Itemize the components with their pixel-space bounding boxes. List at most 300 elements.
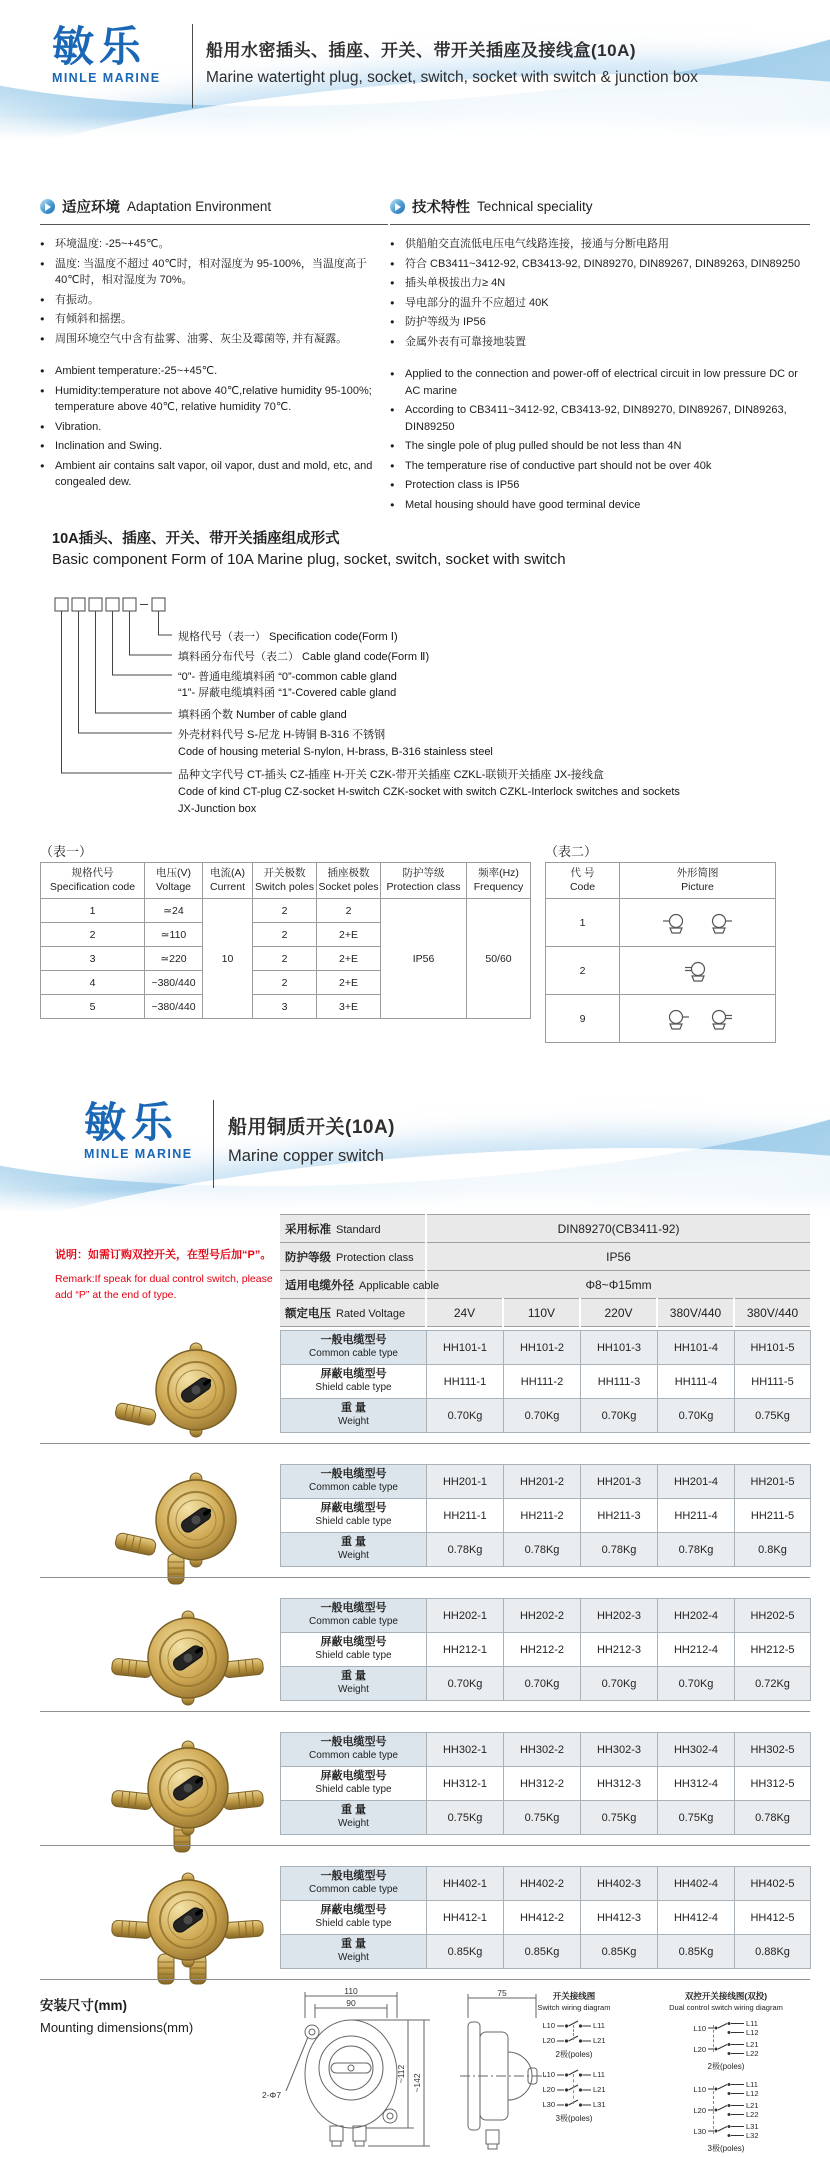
bullet-list-cn	[40, 236, 388, 347]
list-item: ● 插头单极拔出力≥ 4N	[390, 275, 810, 292]
heading-en: Technical speciality	[477, 199, 593, 214]
cell: 0.85Kg	[427, 1935, 504, 1969]
cell: HH412-1	[427, 1901, 504, 1935]
cell: 0.88Kg	[735, 1935, 811, 1969]
poles-caption: 3极(poles)	[555, 2114, 593, 2123]
col-header: 防护等级 Protection class	[381, 863, 467, 899]
cell: ≃110	[145, 923, 203, 947]
gland-right-double-icon	[706, 1008, 732, 1030]
row-label: 额定电压 Rated Voltage	[280, 1299, 426, 1327]
cell: HH312-2	[504, 1767, 581, 1801]
table-row	[281, 1733, 811, 1767]
gland-code-table	[545, 862, 776, 1043]
product-photo-hh402	[100, 1870, 275, 1988]
list-item: ● 金属外表有可靠接地装置	[390, 334, 810, 351]
cell: 0.70Kg	[581, 1667, 658, 1701]
row-label: 一般电缆型号 Common cable type	[281, 1733, 427, 1767]
col-header: 代 号 Code	[546, 863, 620, 899]
mounting-title	[40, 1994, 193, 2035]
table-row	[281, 1331, 811, 1365]
cell: HH101-5	[735, 1331, 811, 1365]
list-item: ● Metal housing should have good terminal device	[390, 497, 810, 514]
table-row	[546, 947, 776, 995]
cell: 2	[253, 899, 317, 923]
page-title-cn: 船用水密插头、插座、开关、带开关插座及接线盒(10A)	[206, 41, 637, 60]
cell: HH302-2	[504, 1733, 581, 1767]
row-label: 重 量 Weight	[281, 1801, 427, 1835]
row-label: 屏蔽电缆型号 Shield cable type	[281, 1365, 427, 1399]
cell: HH211-4	[658, 1499, 735, 1533]
cell: 0.85Kg	[504, 1935, 581, 1969]
cell: HH101-4	[658, 1331, 735, 1365]
dual-contact-icon	[708, 2040, 744, 2058]
header-row	[41, 863, 531, 899]
table-row	[281, 1599, 811, 1633]
heading-cn: 适应环境	[62, 200, 120, 216]
wiring-diagram-3pole	[514, 2068, 634, 2110]
table-row	[281, 1499, 811, 1533]
list-item: ● Humidity:temperature not above 40℃,relative humidity 95-100%; temperature above 40℃, relative humidity 70℃.	[40, 383, 388, 416]
section-title-cn: 船用铜质开关(10A)	[228, 1117, 396, 1138]
dual-contact-icon	[708, 2101, 744, 2119]
col-header: 插座极数 Socket poles	[317, 863, 381, 899]
logo-minle: MINLE	[52, 71, 98, 85]
wiring-row: L20 L21 L22	[693, 2040, 759, 2058]
page-title	[206, 36, 698, 87]
cell: HH111-2	[504, 1365, 581, 1399]
cell: HH412-2	[504, 1901, 581, 1935]
heading-en: Adaptation Environment	[127, 199, 272, 214]
cell: 2+E	[317, 923, 381, 947]
wiring-row: L10 L11 L12	[693, 2080, 759, 2098]
row-label: 屏蔽电缆型号 Shield cable type	[281, 1901, 427, 1935]
row-label: 屏蔽电缆型号 Shield cable type	[281, 1633, 427, 1667]
section-title-en: Marine copper switch	[228, 1147, 384, 1165]
component-form-title-en: Basic component Form of 10A Marine plug, socket, switch, socket with switch	[52, 551, 566, 568]
section-divider	[40, 1979, 810, 1980]
row-label: 重 量 Weight	[281, 1399, 427, 1433]
mounting-title-en: Mounting dimensions(mm)	[40, 2020, 194, 2035]
cell: HH211-5	[735, 1499, 811, 1533]
list-item: ● Ambient air contains salt vapor, oil vapor, dust and mold, etc, and congealed dew.	[40, 458, 388, 491]
bullet-list-en	[40, 363, 388, 491]
cell: HH412-4	[658, 1901, 735, 1935]
gland-right-icon	[706, 912, 732, 934]
cell: ~380/440	[145, 971, 203, 995]
table-row	[281, 1399, 811, 1433]
logo-cn-text: 敏乐	[84, 1099, 179, 1146]
logo-marine: MARINE	[102, 71, 161, 85]
product-table-hh402	[280, 1866, 811, 1969]
wiring-row: L10 L11	[542, 2069, 605, 2079]
header-band	[0, 0, 830, 138]
cell: 2	[253, 923, 317, 947]
list-item: ● Inclination and Swing.	[40, 438, 388, 455]
section-divider	[40, 1711, 810, 1712]
wiring-title-en: Dual control switch wiring diagram	[669, 2003, 783, 2012]
table-row	[281, 1767, 811, 1801]
table-row	[281, 1465, 811, 1499]
table-row	[280, 1243, 810, 1271]
list-item: ● 符合 CB3411~3412-92, CB3413-92, DIN89270, DIN89267, DIN89263, DIN89250	[390, 256, 810, 273]
cell: 2	[253, 971, 317, 995]
dual-contact-icon	[708, 2019, 744, 2037]
table-row	[281, 1533, 811, 1567]
cell: HH201-4	[658, 1465, 735, 1499]
section-heading	[40, 196, 388, 225]
cell: HH212-2	[504, 1633, 581, 1667]
table-row	[280, 1271, 810, 1299]
col-header: 频率(Hz) Frequency	[467, 863, 531, 899]
cell: 50/60	[467, 899, 531, 1019]
cell: 3	[41, 947, 145, 971]
cell: HH312-5	[735, 1767, 811, 1801]
cell: ≃24	[145, 899, 203, 923]
list-item: ● The single pole of plug pulled should be not less than 4N	[390, 438, 810, 455]
cell: IP56	[426, 1243, 810, 1271]
product-table-hh302	[280, 1732, 811, 1835]
remark-en-line: add “P” at the end of type.	[55, 1289, 177, 1302]
cell: HH202-5	[735, 1599, 811, 1633]
cell: Φ8~Φ15mm	[426, 1271, 810, 1299]
cell: HH212-3	[581, 1633, 658, 1667]
wiring-row: L10 L11 L12	[693, 2019, 759, 2037]
cell: HH402-1	[427, 1867, 504, 1901]
cell: HH302-5	[735, 1733, 811, 1767]
code-label: “0”- 普通电缆填料函 “0”-common cable gland	[178, 671, 397, 683]
cell: HH111-1	[427, 1365, 504, 1399]
wiring-row: L10 L11	[542, 2020, 605, 2030]
cell: 0.8Kg	[735, 1533, 811, 1567]
dim-90: 90	[346, 1998, 356, 2008]
row-label: 防护等级 Protection class	[280, 1243, 426, 1271]
switch-contact-icon	[557, 2083, 591, 2095]
product-photo-hh101	[100, 1334, 275, 1452]
cell: HH312-4	[658, 1767, 735, 1801]
header-band-2	[0, 1080, 830, 1212]
technical-section	[390, 196, 810, 516]
row-label: 屏蔽电缆型号 Shield cable type	[281, 1499, 427, 1533]
product-photo-hh202	[100, 1602, 275, 1720]
cell: 0.75Kg	[504, 1801, 581, 1835]
wiring-title-cn: 开关接线图	[552, 1991, 596, 2001]
poles-caption: 3极(poles)	[707, 2144, 745, 2153]
col-header: 电压(V) Voltage	[145, 863, 203, 899]
code-label: “1”- 屏蔽电缆填料函 “1”-Covered cable gland	[178, 687, 397, 699]
cell: 0.78Kg	[658, 1533, 735, 1567]
play-circle-icon	[390, 199, 405, 214]
cell: HH402-2	[504, 1867, 581, 1901]
cell: 2	[546, 947, 620, 995]
band-fade	[0, 1190, 830, 1212]
logo-marine: MARINE	[134, 1147, 193, 1161]
cell: HH202-3	[581, 1599, 658, 1633]
gland-right-icon	[663, 1008, 689, 1030]
standards-table	[280, 1214, 810, 1327]
table-row	[41, 899, 531, 923]
list-item: ● Vibration.	[40, 419, 388, 436]
row-label: 一般电缆型号 Common cable type	[281, 1599, 427, 1633]
remark-en	[55, 1271, 307, 1304]
cell: HH402-3	[581, 1867, 658, 1901]
cell: HH111-4	[658, 1365, 735, 1399]
cell: 0.75Kg	[581, 1801, 658, 1835]
cell: 0.75Kg	[427, 1801, 504, 1835]
section-divider	[40, 1443, 810, 1444]
table-row	[280, 1215, 810, 1243]
dual-wiring-group	[642, 1990, 810, 2157]
list-item: ● 有振动。	[40, 292, 388, 309]
switch-wiring-group	[514, 1990, 634, 2132]
code-label: 填料函个数 Number of cable gland	[178, 709, 347, 721]
cell: 0.85Kg	[581, 1935, 658, 1969]
dim-75: 75	[497, 1988, 507, 1998]
row-label: 重 量 Weight	[281, 1935, 427, 1969]
col-header: 开关极数 Switch poles	[253, 863, 317, 899]
col-header: 规格代号 Specification code	[41, 863, 145, 899]
cell: 4	[41, 971, 145, 995]
cell: 5	[41, 995, 145, 1019]
cell: 0.70Kg	[504, 1667, 581, 1701]
cell: HH302-3	[581, 1733, 658, 1767]
code-label: 填料函分布代号（表二） Cable gland code(Form Ⅱ)	[178, 651, 430, 663]
table-row	[281, 1867, 811, 1901]
cell: 0.75Kg	[735, 1399, 811, 1433]
cell: 2	[253, 947, 317, 971]
cell: 0.70Kg	[581, 1399, 658, 1433]
cell: 0.78Kg	[735, 1801, 811, 1835]
cell: HH312-3	[581, 1767, 658, 1801]
page-title-en: Marine watertight plug, socket, switch, socket with switch & junction box	[206, 69, 698, 86]
wiring-row: L20 L21	[542, 2084, 606, 2094]
cell: ~380/440	[145, 995, 203, 1019]
table-row	[546, 899, 776, 947]
table-row	[281, 1901, 811, 1935]
section-divider	[40, 1845, 810, 1846]
cell: IP56	[381, 899, 467, 1019]
cell: HH201-3	[581, 1465, 658, 1499]
table-row	[281, 1365, 811, 1399]
cell: HH302-1	[427, 1733, 504, 1767]
wiring-title-en: Switch wiring diagram	[537, 2003, 611, 2012]
section-title	[228, 1112, 395, 1166]
row-label: 采用标准 Standard	[280, 1215, 426, 1243]
list-item: ● 防护等级为 IP56	[390, 314, 810, 331]
adaptation-section	[40, 196, 388, 494]
cell: 9	[546, 995, 620, 1043]
cell: 2+E	[317, 947, 381, 971]
list-item: ● Ambient temperature:-25~+45℃.	[40, 363, 388, 380]
cell: 3	[253, 995, 317, 1019]
product-photo-hh201	[100, 1468, 275, 1586]
gland-left-double-icon	[685, 960, 711, 982]
list-item: ● According to CB3411~3412-92, CB3413-92, DIN89270, DIN89267, DIN89263, DIN89250	[390, 402, 810, 435]
brand-logo	[52, 23, 161, 85]
cell: HH201-5	[735, 1465, 811, 1499]
table-row	[280, 1299, 810, 1327]
cell: 0.72Kg	[735, 1667, 811, 1701]
row-label: 一般电缆型号 Common cable type	[281, 1465, 427, 1499]
wiring-row: L30 L31	[542, 2099, 606, 2109]
wiring-row: L20 L21	[542, 2035, 606, 2045]
cell: HH312-1	[427, 1767, 504, 1801]
cell: HH111-5	[735, 1365, 811, 1399]
switch-contact-icon	[557, 2019, 591, 2031]
band-fade	[0, 116, 830, 138]
table-row	[281, 1667, 811, 1701]
list-item: ● The temperature rise of conductive part should not be over 40k	[390, 458, 810, 475]
header-divider	[192, 24, 193, 108]
cell: 0.70Kg	[504, 1399, 581, 1433]
cell: 0.70Kg	[658, 1667, 735, 1701]
cell: 0.78Kg	[504, 1533, 581, 1567]
list-item: ● 环境温度: -25~+45℃。	[40, 236, 388, 253]
list-item: ● Applied to the connection and power-off of electrical circuit in low pressure DC or AC marine	[390, 366, 810, 399]
row-label: 一般电缆型号 Common cable type	[281, 1867, 427, 1901]
dim-holes: 2-Φ7	[262, 2090, 282, 2100]
wiring-row: L20 L21 L22	[693, 2101, 759, 2119]
list-item: ● 周围环境空气中含有盐雾、油雾、灰尘及霉菌等, 并有凝露。	[40, 331, 388, 348]
cell: HH302-4	[658, 1733, 735, 1767]
list-item: ● Protection class is IP56	[390, 477, 810, 494]
front-view-drawing	[256, 1988, 456, 2156]
cell: 2	[41, 923, 145, 947]
cell: 0.70Kg	[427, 1399, 504, 1433]
table-row	[281, 1935, 811, 1969]
wiring-diagram-2pole	[514, 2019, 634, 2046]
gland-left-icon	[663, 912, 689, 934]
section-heading	[390, 196, 810, 225]
cell: HH101-1	[427, 1331, 504, 1365]
logo-en-text	[84, 1148, 192, 1161]
cell: HH201-2	[504, 1465, 581, 1499]
row-label: 屏蔽电缆型号 Shield cable type	[281, 1767, 427, 1801]
code-label: 规格代号（表一） Specification code(Form Ⅰ)	[178, 631, 398, 643]
cell: 1	[41, 899, 145, 923]
wiring-diagram-3pole	[642, 2080, 810, 2140]
gland-pictogram-cell	[620, 947, 776, 995]
remark-en-line: Remark:If speak for dual control switch, please	[55, 1273, 273, 1285]
cell: 0.78Kg	[427, 1533, 504, 1567]
cell: HH212-1	[427, 1633, 504, 1667]
cell: HH412-3	[581, 1901, 658, 1935]
product-table-hh101	[280, 1330, 811, 1433]
cell: HH211-3	[581, 1499, 658, 1533]
header-row	[546, 863, 776, 899]
order-remark	[55, 1246, 307, 1304]
table2-caption: （表二）	[545, 844, 598, 859]
product-table-hh201	[280, 1464, 811, 1567]
cell: 220V	[580, 1299, 657, 1327]
cell: ≃220	[145, 947, 203, 971]
cell: HH202-2	[504, 1599, 581, 1633]
cell: HH201-1	[427, 1465, 504, 1499]
list-item: ● 有倾斜和摇摆。	[40, 311, 388, 328]
specification-table	[40, 862, 531, 1019]
cell: HH101-2	[504, 1331, 581, 1365]
heading-cn: 技术特性	[412, 200, 470, 216]
code-label: JX-Junction box	[178, 803, 257, 815]
col-header: 电流(A) Current	[203, 863, 253, 899]
switch-contact-icon	[557, 2068, 591, 2080]
cell: HH412-5	[735, 1901, 811, 1935]
cell: 24V	[426, 1299, 503, 1327]
cell: HH212-4	[658, 1633, 735, 1667]
brand-logo	[84, 1099, 193, 1161]
cell: 3+E	[317, 995, 381, 1019]
code-label: 外壳材料代号 S-尼龙 H-铸铜 B-316 不锈钢	[178, 729, 386, 741]
logo-minle: MINLE	[84, 1147, 130, 1161]
code-label: 品种文字代号 CT-插头 CZ-插座 H-开关 CZK-带开关插座 CZKL-联锁开关插座 JX-接线盒	[178, 769, 604, 781]
cell: HH402-5	[735, 1867, 811, 1901]
bullet-list-cn	[390, 236, 810, 350]
cell: 1	[546, 899, 620, 947]
cell: HH101-3	[581, 1331, 658, 1365]
table1-caption: （表一）	[40, 844, 93, 859]
dual-contact-icon	[708, 2122, 744, 2140]
section-divider	[40, 1577, 810, 1578]
component-form-title-cn: 10A插头、插座、开关、带开关插座组成形式	[52, 531, 340, 547]
cell: 0.85Kg	[658, 1935, 735, 1969]
cell: HH212-5	[735, 1633, 811, 1667]
cell: 0.78Kg	[581, 1533, 658, 1567]
cell: 0.70Kg	[427, 1667, 504, 1701]
cell: HH202-1	[427, 1599, 504, 1633]
wiring-row: L30 L31 L32	[693, 2122, 759, 2140]
cell: 2	[317, 899, 381, 923]
cell: HH111-3	[581, 1365, 658, 1399]
cell: HH211-1	[427, 1499, 504, 1533]
dual-contact-icon	[708, 2080, 744, 2098]
list-item: ● 供船舶交直流低电压电气线路连接，接通与分断电路用	[390, 236, 810, 253]
cell: HH402-4	[658, 1867, 735, 1901]
switch-contact-icon	[557, 2034, 591, 2046]
code-label: Code of housing meterial S-nylon, H-brass, B-316 stainless steel	[178, 746, 493, 758]
row-label: 适用电缆外径 Applicable cable	[280, 1271, 426, 1299]
product-photo-hh302	[100, 1736, 275, 1854]
table-row	[281, 1801, 811, 1835]
row-label: 重 量 Weight	[281, 1667, 427, 1701]
list-item: ● 导电部分的温升不应超过 40K	[390, 295, 810, 312]
row-label: 一般电缆型号 Common cable type	[281, 1331, 427, 1365]
table-row	[281, 1633, 811, 1667]
cell: DIN89270(CB3411-92)	[426, 1215, 810, 1243]
row-label: 重 量 Weight	[281, 1533, 427, 1567]
switch-contact-icon	[557, 2098, 591, 2110]
mounting-title-cn: 安装尺寸(mm)	[40, 1998, 127, 2013]
cell: HH202-4	[658, 1599, 735, 1633]
dim-142: ~142	[412, 2073, 422, 2093]
bullet-list-en	[390, 366, 810, 513]
cell: 110V	[503, 1299, 580, 1327]
gland-pictogram-cell	[620, 995, 776, 1043]
cell: 2+E	[317, 971, 381, 995]
poles-caption: 2极(poles)	[555, 2050, 593, 2059]
cell: HH211-2	[504, 1499, 581, 1533]
remark-cn: 说明：如需订购双控开关，在型号后加“P”。	[55, 1249, 272, 1261]
col-header: 外形简图 Picture	[620, 863, 776, 899]
gland-pictogram-cell	[620, 899, 776, 947]
poles-caption: 2极(poles)	[707, 2062, 745, 2071]
dim-110: 110	[344, 1988, 358, 1996]
wiring-diagram-2pole	[642, 2019, 810, 2058]
cell: 380V/440	[734, 1299, 810, 1327]
code-label: Code of kind CT-plug CZ-socket H-switch CZK-socket with switch CZKL-Interlock switches and sockets	[178, 786, 680, 798]
table-row	[546, 995, 776, 1043]
cell: 0.75Kg	[658, 1801, 735, 1835]
cell: 0.70Kg	[658, 1399, 735, 1433]
header-divider	[213, 1100, 214, 1188]
